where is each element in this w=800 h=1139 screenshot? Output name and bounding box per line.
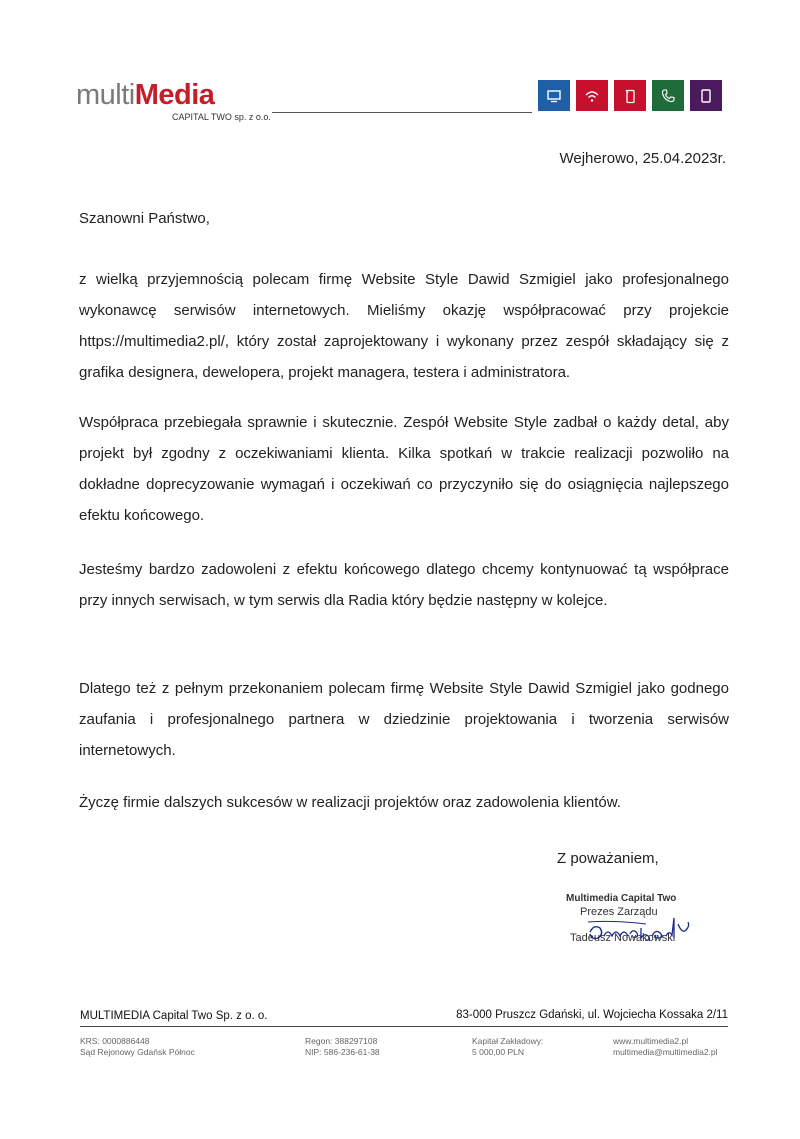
- paragraph-5: Życzę firmie dalszych sukcesów w realizacji projektów oraz zadowolenia klientów.: [79, 794, 621, 811]
- footer-nip: NIP: 586-236-61-38: [305, 1047, 380, 1057]
- logo-text-multi: multi: [76, 79, 135, 111]
- stamp-role: Prezes Zarządu: [580, 906, 658, 918]
- footer-court: Sąd Rejonowy Gdańsk Północ: [80, 1047, 195, 1057]
- stamp-company: Multimedia Capital Two: [566, 893, 677, 904]
- paragraph-3: Jesteśmy bardzo zadowoleni z efektu końcowego dlatego chcemy kontynuować tą współprace przy innych serwisach, w tym serwis dla Radia który będzie następny w kolejce.: [79, 561, 729, 609]
- paragraph-1: z wielką przyjemnością polecam firmę Website Style Dawid Szmigiel jako profesjonalnego wykonawcę serwisów internetowych. Mieliśmy okazję współpracować przy projekcie https://multimedia2.pl/, który został zaprojektowany i wykonany przez zespół składający się z grafika designera, dewelopera, projekt managera, testera i administratora.: [79, 271, 729, 381]
- stamp-name: Tadeusz Nowakowski: [570, 932, 676, 944]
- footer-divider: [80, 1026, 728, 1027]
- footer-col-contact: [613, 1036, 718, 1058]
- footer-email: multimedia@multimedia2.pl: [613, 1047, 718, 1057]
- closing: Z poważaniem,: [557, 850, 659, 867]
- logo-subtitle: CAPITAL TWO sp. z o.o.: [172, 112, 271, 122]
- handwritten-signature: [586, 914, 696, 948]
- footer-capital-label: Kapitał Zakładowy:: [472, 1036, 544, 1046]
- footer-capital-value: 5 000,00 PLN: [472, 1047, 524, 1057]
- salutation: Szanowni Państwo,: [79, 210, 210, 227]
- header-icon-strip: [538, 80, 722, 111]
- footer-regon: Regon: 388297108: [305, 1036, 378, 1046]
- monitor-icon: [538, 80, 570, 111]
- footer-col-tax: [305, 1036, 380, 1058]
- paragraph-2: Współpraca przebiegała sprawnie i skutecznie. Zespół Website Style zadbał o każdy detal, aby projekt był zgodny z oczekiwaniami klienta. Kilka spotkań w trakcie realizacji pozwoliło na dokładne doprecyzowanie wymagań i oczekiwań co przyczyniło się do osiągnięcia najlepszego efektu końcowego.: [79, 414, 729, 524]
- footer-company-name: MULTIMEDIA Capital Two Sp. z o. o.: [80, 1010, 268, 1022]
- letter-date: Wejherowo, 25.04.2023r.: [559, 150, 726, 167]
- phone-handset-icon: [652, 80, 684, 111]
- company-logo: [76, 79, 271, 122]
- footer-col-registry: [80, 1036, 195, 1058]
- wifi-icon: [576, 80, 608, 111]
- logo-text-media: Media: [134, 79, 215, 111]
- mobile-phone-icon: [614, 80, 646, 111]
- paragraph-4: Dlatego też z pełnym przekonaniem polecam firmę Website Style Dawid Szmigiel jako godnego zaufania i profesjonalnego partnera w dziedzinie projektowania i tworzenia serwisów internetowych.: [79, 680, 729, 759]
- footer-website: www.multimedia2.pl: [613, 1036, 689, 1046]
- footer-col-capital: [472, 1036, 543, 1058]
- footer-krs: KRS: 0000886448: [80, 1036, 150, 1046]
- tablet-icon: [690, 80, 722, 111]
- header-divider: [272, 112, 532, 113]
- footer-address: 83-000 Pruszcz Gdański, ul. Wojciecha Kossaka 2/11: [456, 1009, 728, 1021]
